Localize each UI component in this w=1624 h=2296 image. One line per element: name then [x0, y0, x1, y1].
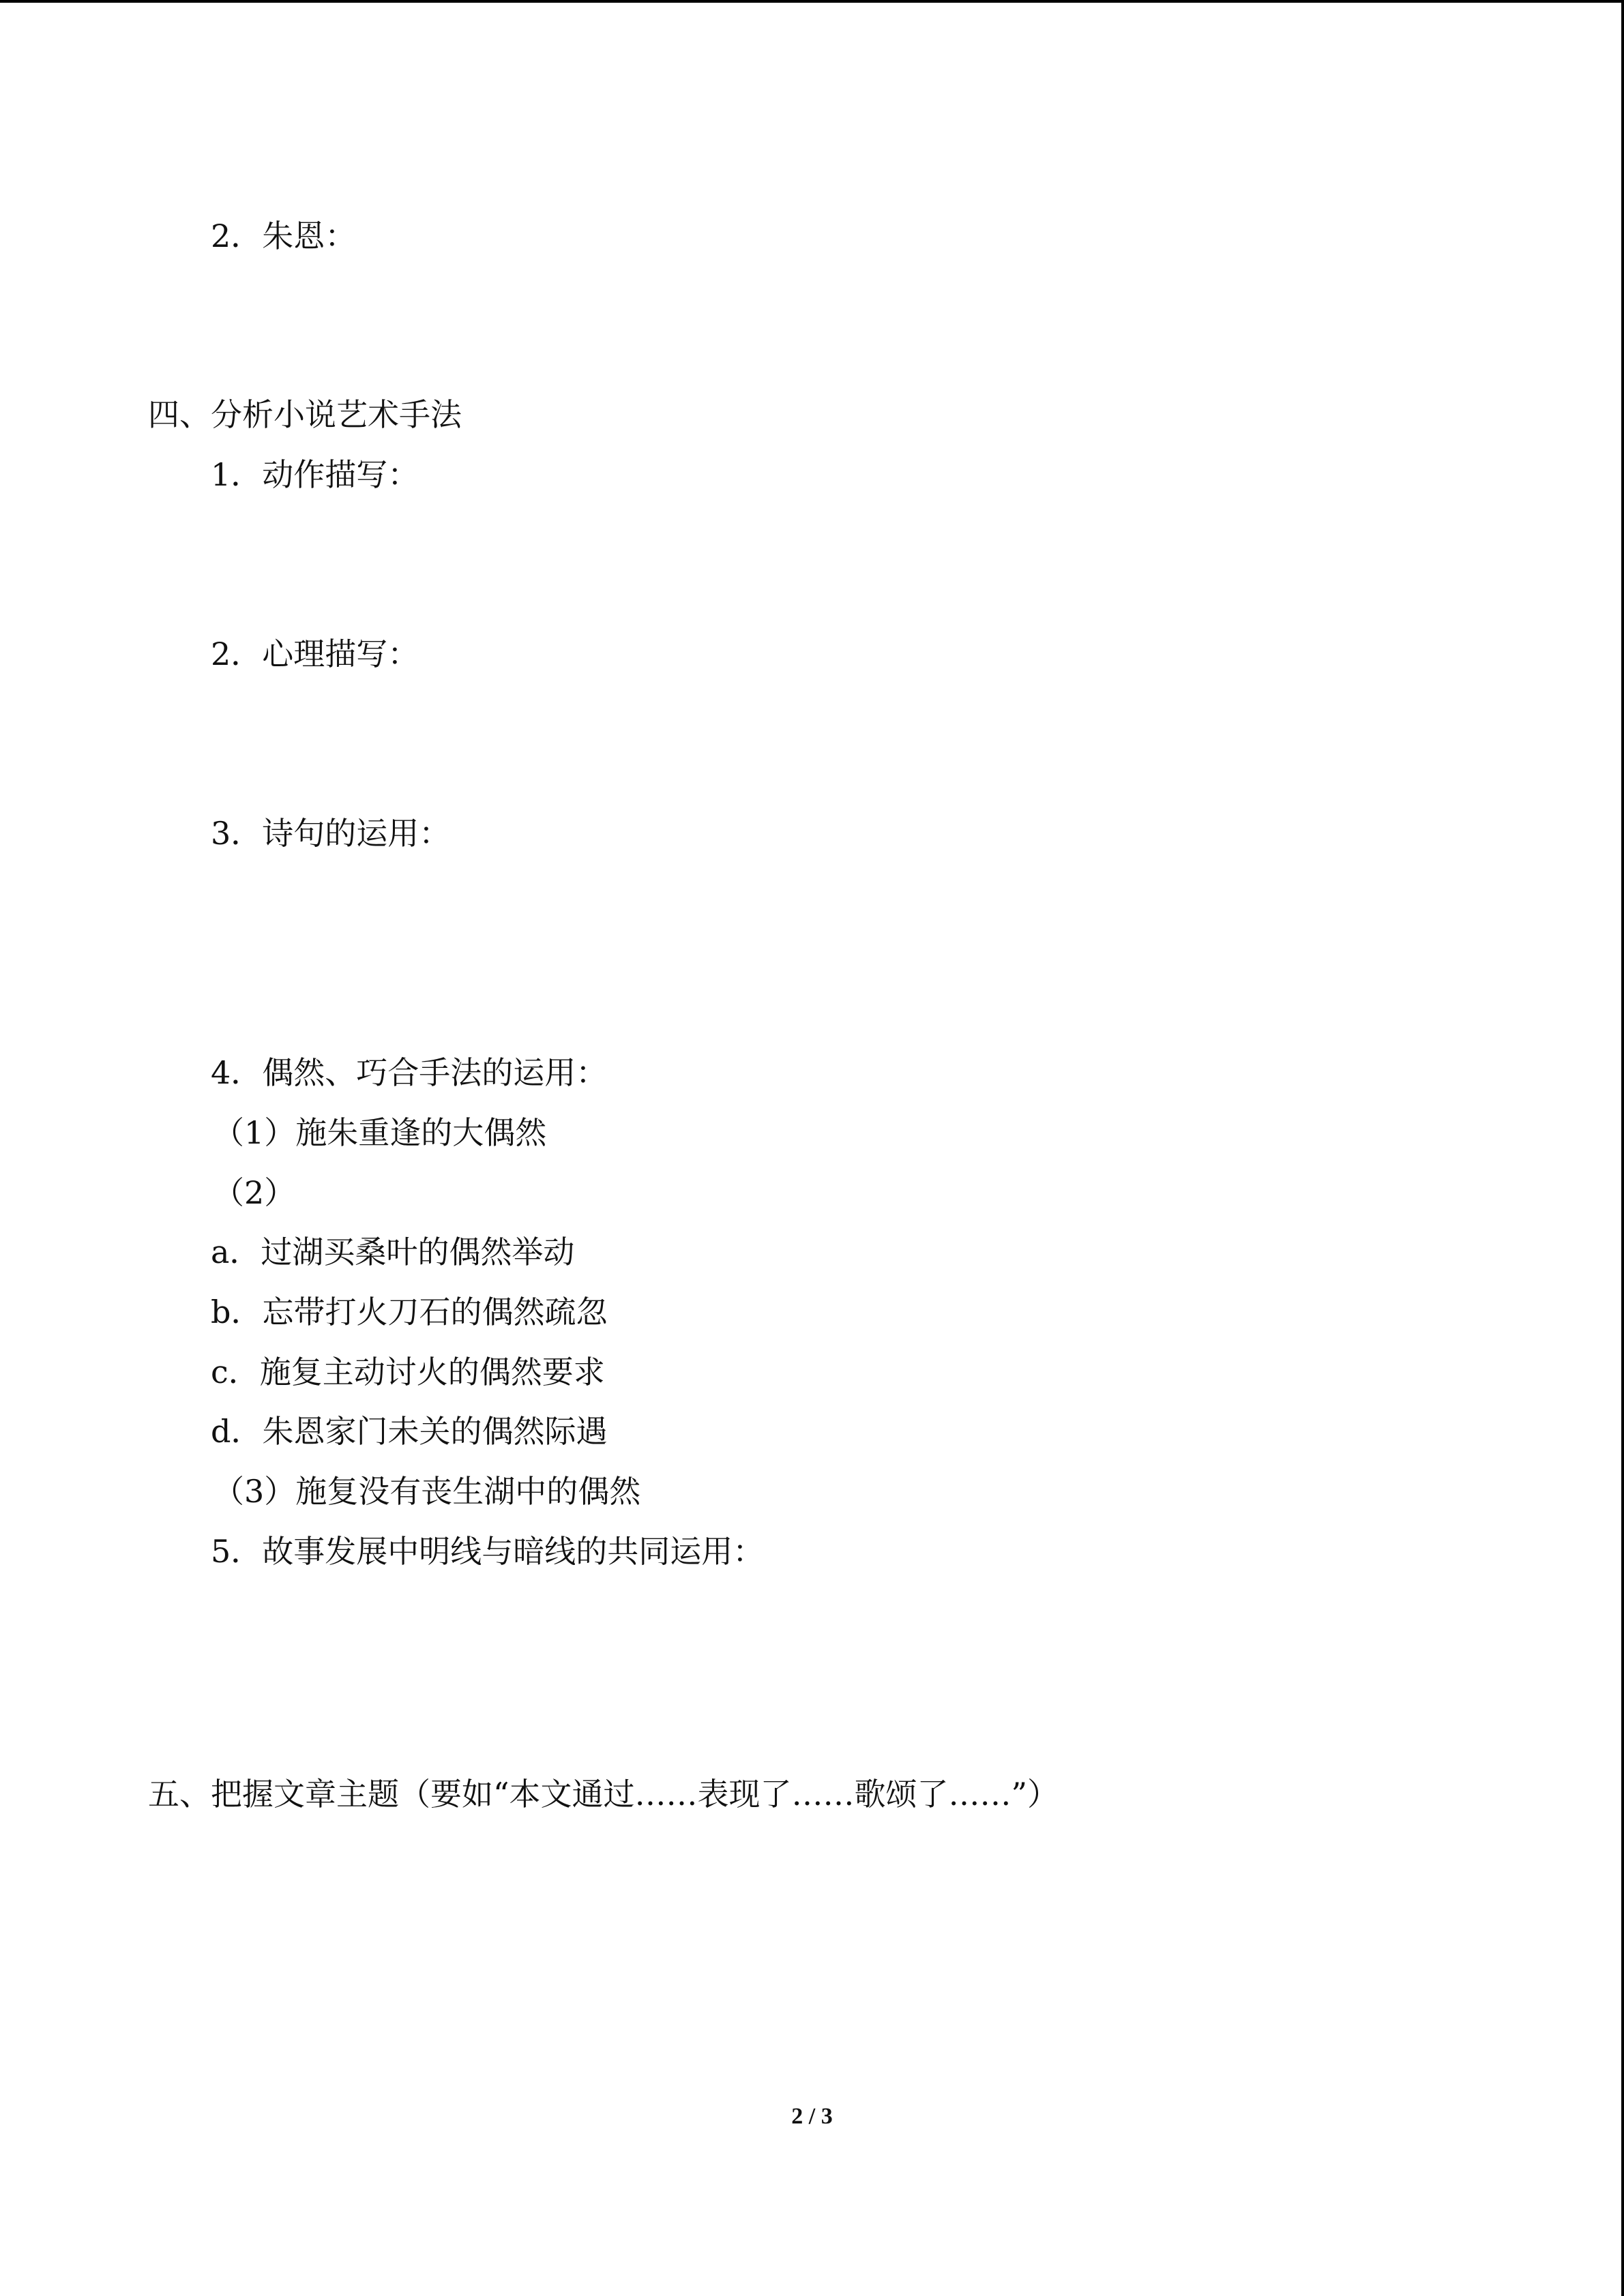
item-plotlines: 5．故事发展中明线与暗线的共同运用： — [211, 1533, 765, 1570]
item-coincidence: 4．偶然、巧合手法的运用： — [211, 1054, 608, 1091]
page-number: 2 / 3 — [791, 2104, 833, 2129]
subitem-coincidence-1: （1）施朱重逢的大偶然 — [213, 1114, 547, 1151]
subitem-coincidence-2: （2） — [213, 1174, 296, 1211]
item-action-description: 1．动作描写： — [211, 456, 419, 493]
right-border — [1621, 0, 1624, 2296]
subitem-a: a．过湖买桑叶的偶然举动 — [211, 1234, 575, 1270]
subitem-coincidence-3: （3）施复没有丧生湖中的偶然 — [213, 1473, 641, 1510]
item-zhu-en: 2．朱恩： — [211, 218, 357, 254]
item-psychological-description: 2．心理描写： — [211, 636, 419, 672]
subitem-d: d．朱恩家门未关的偶然际遇 — [211, 1413, 608, 1450]
subitem-c: c．施复主动讨火的偶然要求 — [211, 1354, 605, 1390]
subitem-b: b．忘带打火刀石的偶然疏忽 — [211, 1294, 608, 1330]
section-4-heading: 四、分析小说艺术手法 — [148, 396, 462, 433]
section-5-heading: 五、把握文章主题（要如“本文通过……表现了……歌颂了……”） — [148, 1776, 1059, 1813]
item-poetry-use: 3．诗句的运用： — [211, 815, 451, 852]
top-border — [0, 0, 1624, 3]
